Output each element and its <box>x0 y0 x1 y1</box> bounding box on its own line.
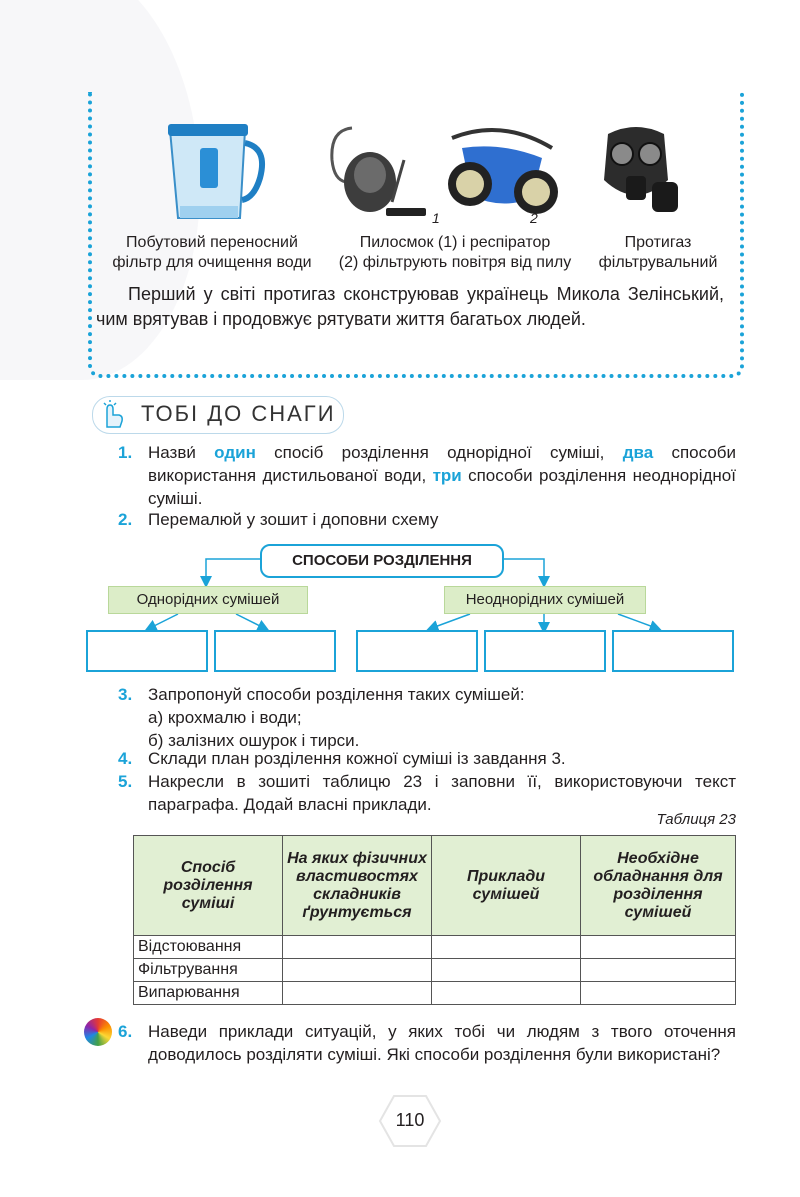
table-header: На яких фізичних властивостях складників ґрунтується <box>283 836 432 936</box>
table-header: Необхідне обладнання для розділення сумішей <box>581 836 736 936</box>
table-row: Відстоювання <box>134 936 736 959</box>
caption-vacuum-respirator: Пилосмок (1) і респіратор (2) фільтрують повітря від пилу <box>338 234 572 271</box>
schema-empty-box <box>356 630 478 672</box>
schema-empty-box <box>214 630 336 672</box>
task-5: 5. Накресли в зошиті таблицю 23 і заповни її, використовуючи текст параграфа. Додай власні приклади. <box>118 772 736 814</box>
marker-2: 2 <box>530 210 538 226</box>
pointing-hand-icon <box>97 399 127 429</box>
vacuum-cleaner-icon <box>322 120 430 220</box>
table-caption: Таблиця 23 <box>656 811 736 828</box>
caption-gas-mask: Протигаз фільтрувальний <box>598 234 718 271</box>
schema-title: СПОСОБИ РОЗДІЛЕННЯ <box>260 544 504 578</box>
schema-empty-box <box>484 630 606 672</box>
respirator-icon <box>432 118 568 222</box>
info-paragraph: Перший у світі протигаз сконструював українець Микола Зелінський, чим врятував і продовжує рятувати життя багатьох людей. <box>96 284 724 329</box>
color-wheel-icon <box>84 1018 112 1046</box>
table-row: Фільтрування <box>134 959 736 982</box>
section-heading: ТОБІ ДО СНАГИ <box>92 396 344 434</box>
caption-filter: Побутовий переносний фільтр для очищення води <box>112 234 312 271</box>
page-number: 110 <box>395 1110 425 1130</box>
task-2: 2. Перемалюй у зошит і доповни схему <box>118 510 439 529</box>
task-4: 4. Склади план розділення кожної суміші із завдання 3. <box>118 749 566 768</box>
task-1: 1. Назви́ один спосіб розділення однорідної суміші, два способи використання дистильованої води, три способи розділення неоднорідної суміші. <box>118 443 737 508</box>
schema-heterogeneous: Неоднорідних сумішей <box>444 586 646 614</box>
table-header: Приклади сумішей <box>432 836 581 936</box>
table-23 <box>133 835 736 1005</box>
table-header: Спосіб розділення суміші <box>134 836 283 936</box>
schema-empty-box <box>612 630 734 672</box>
schema-empty-box <box>86 630 208 672</box>
gas-mask-icon <box>588 120 684 224</box>
marker-1: 1 <box>432 210 440 226</box>
table-row: Випарювання <box>134 982 736 1005</box>
task-3: 3. Запропонуй способи розділення таких сумішей: а) крохмалю і води; б) залізних ошурок і тирси. <box>118 685 525 750</box>
task-6: 6. Наведи приклади ситуацій, у яких тобі чи людям з твого оточення доводилось розділяти суміші. Які способи розділення були використані? <box>118 1022 736 1064</box>
water-filter-jug-icon <box>150 118 270 228</box>
schema-homogeneous: Однорідних сумішей <box>108 586 308 614</box>
